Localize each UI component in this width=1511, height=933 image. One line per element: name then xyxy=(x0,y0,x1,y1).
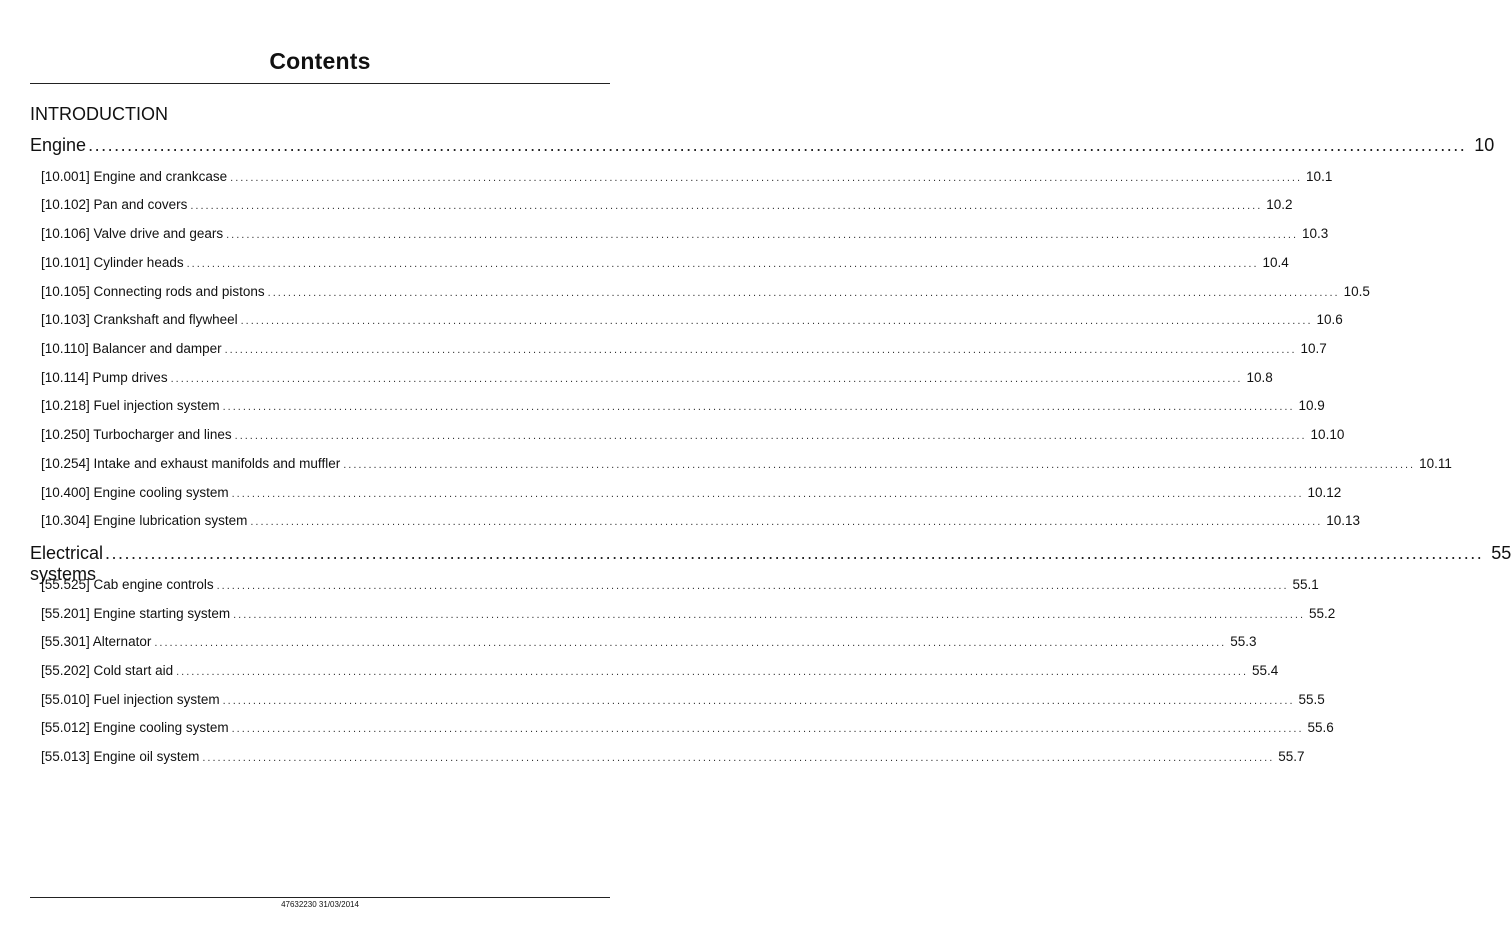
section-page-number: 10 xyxy=(1474,135,1495,155)
toc-entry[interactable] xyxy=(41,749,1305,767)
entry-label: [10.250] Turbocharger and lines xyxy=(41,427,232,442)
entry-page-number: 10.7 xyxy=(1300,341,1327,356)
toc-entry[interactable] xyxy=(41,485,1342,503)
section-page-number: 55 xyxy=(1491,543,1511,563)
entry-page-number: 10.10 xyxy=(1310,427,1345,442)
footer-divider xyxy=(30,897,610,898)
entry-page-number: 10.3 xyxy=(1302,226,1329,241)
entry-page-number: 10.5 xyxy=(1343,284,1370,299)
toc-entry[interactable] xyxy=(41,456,1452,474)
entry-label: [10.400] Engine cooling system xyxy=(41,485,229,500)
dot-leader: .................................................................................................................................................................................................................... xyxy=(202,752,1275,764)
dot-leader: .................................................................................................................................................................................................................... xyxy=(224,344,1297,356)
dot-leader: .................................................................................................................................................................................................................... xyxy=(88,135,1467,155)
dot-leader: .................................................................................................................................................................................................................... xyxy=(250,516,1323,528)
dot-leader: .................................................................................................................................................................................................................... xyxy=(233,609,1306,621)
title-divider xyxy=(30,83,610,84)
entry-label: [10.114] Pump drives xyxy=(41,370,168,385)
entry-page-number: 55.6 xyxy=(1307,720,1334,735)
dot-leader: .................................................................................................................................................................................................................... xyxy=(186,258,1259,270)
page-title: Contents xyxy=(269,48,371,74)
toc-entry[interactable] xyxy=(41,606,1336,624)
toc-section-engine[interactable] xyxy=(30,135,1495,159)
dot-leader: .................................................................................................................................................................................................................... xyxy=(176,666,1248,678)
footer-document-id: 47632230 31/03/2014 xyxy=(281,900,359,909)
toc-entry[interactable] xyxy=(41,197,1293,215)
dot-leader: .................................................................................................................................................................................................................... xyxy=(234,430,1307,442)
entry-label: [10.304] Engine lubrication system xyxy=(41,513,248,528)
entry-label: [10.102] Pan and covers xyxy=(41,197,188,212)
dot-leader: .................................................................................................................................................................................................................... xyxy=(240,315,1313,327)
dot-leader: .................................................................................................................................................................................................................... xyxy=(231,723,1304,735)
toc-entry[interactable] xyxy=(41,513,1361,531)
dot-leader: .................................................................................................................................................................................................................... xyxy=(154,637,1227,649)
dot-leader: .................................................................................................................................................................................................................... xyxy=(222,401,1295,413)
entry-label: [10.218] Fuel injection system xyxy=(41,398,220,413)
entry-label: [55.012] Engine cooling system xyxy=(41,720,229,735)
toc-entry[interactable] xyxy=(41,169,1333,187)
entry-label: [10.103] Crankshaft and flywheel xyxy=(41,312,238,327)
entry-label: [55.201] Engine starting system xyxy=(41,606,231,621)
entry-page-number: 55.2 xyxy=(1309,606,1336,621)
entry-page-number: 10.6 xyxy=(1316,312,1343,327)
toc-entry[interactable] xyxy=(41,692,1325,710)
toc-entry[interactable] xyxy=(41,312,1343,330)
toc-section-electrical-systems[interactable] xyxy=(30,543,1511,584)
entry-page-number: 10.8 xyxy=(1246,370,1273,385)
entry-label: [10.105] Connecting rods and pistons xyxy=(41,284,265,299)
entry-label: [10.254] Intake and exhaust manifolds and muffler xyxy=(41,456,341,471)
toc-entry[interactable] xyxy=(41,255,1289,273)
entry-page-number: 55.3 xyxy=(1230,634,1257,649)
dot-leader: .................................................................................................................................................................................................................... xyxy=(230,172,1303,184)
dot-leader: .................................................................................................................................................................................................................... xyxy=(105,543,1484,563)
entry-page-number: 55.5 xyxy=(1298,692,1325,707)
entry-page-number: 10.12 xyxy=(1307,485,1342,500)
section-title: Electrical systems xyxy=(30,543,104,584)
toc-entry[interactable] xyxy=(41,284,1370,302)
entry-label: [55.010] Fuel injection system xyxy=(41,692,220,707)
toc-entry[interactable] xyxy=(41,634,1257,652)
dot-leader: .................................................................................................................................................................................................................... xyxy=(170,373,1243,385)
entry-page-number: 55.7 xyxy=(1278,749,1305,764)
entry-label: [10.110] Balancer and damper xyxy=(41,341,222,356)
entry-page-number: 10.2 xyxy=(1266,197,1293,212)
introduction-heading[interactable]: INTRODUCTION xyxy=(30,104,168,124)
entry-page-number: 55.1 xyxy=(1292,577,1319,592)
section-title: Engine xyxy=(30,135,87,155)
dot-leader: .................................................................................................................................................................................................................... xyxy=(343,459,1416,471)
toc-entry[interactable] xyxy=(41,370,1273,388)
entry-label: [10.106] Valve drive and gears xyxy=(41,226,224,241)
toc-entry[interactable] xyxy=(41,577,1319,595)
entry-page-number: 10.1 xyxy=(1306,169,1333,184)
entry-label: [55.202] Cold start aid xyxy=(41,663,174,678)
entry-page-number: 10.9 xyxy=(1298,398,1325,413)
toc-entry[interactable] xyxy=(41,720,1334,738)
toc-entry[interactable] xyxy=(41,398,1325,416)
entry-label: [55.013] Engine oil system xyxy=(41,749,200,764)
toc-entry[interactable] xyxy=(41,341,1327,359)
entry-label: [10.001] Engine and crankcase xyxy=(41,169,228,184)
entry-page-number: 10.4 xyxy=(1262,255,1289,270)
toc-entry[interactable] xyxy=(41,427,1345,445)
entry-page-number: 10.11 xyxy=(1419,456,1452,471)
dot-leader: .................................................................................................................................................................................................................... xyxy=(231,488,1304,500)
dot-leader: .................................................................................................................................................................................................................... xyxy=(216,580,1289,592)
toc-entry[interactable] xyxy=(41,226,1329,244)
dot-leader: .................................................................................................................................................................................................................... xyxy=(226,229,1299,241)
entry-page-number: 10.13 xyxy=(1326,513,1361,528)
entry-label: [10.101] Cylinder heads xyxy=(41,255,184,270)
entry-label: [55.525] Cab engine controls xyxy=(41,577,214,592)
toc-entry[interactable] xyxy=(41,663,1279,681)
dot-leader: .................................................................................................................................................................................................................... xyxy=(267,287,1340,299)
dot-leader: .................................................................................................................................................................................................................... xyxy=(222,695,1295,707)
entry-page-number: 55.4 xyxy=(1252,663,1279,678)
dot-leader: .................................................................................................................................................................................................................... xyxy=(190,200,1263,212)
entry-label: [55.301] Alternator xyxy=(41,634,152,649)
